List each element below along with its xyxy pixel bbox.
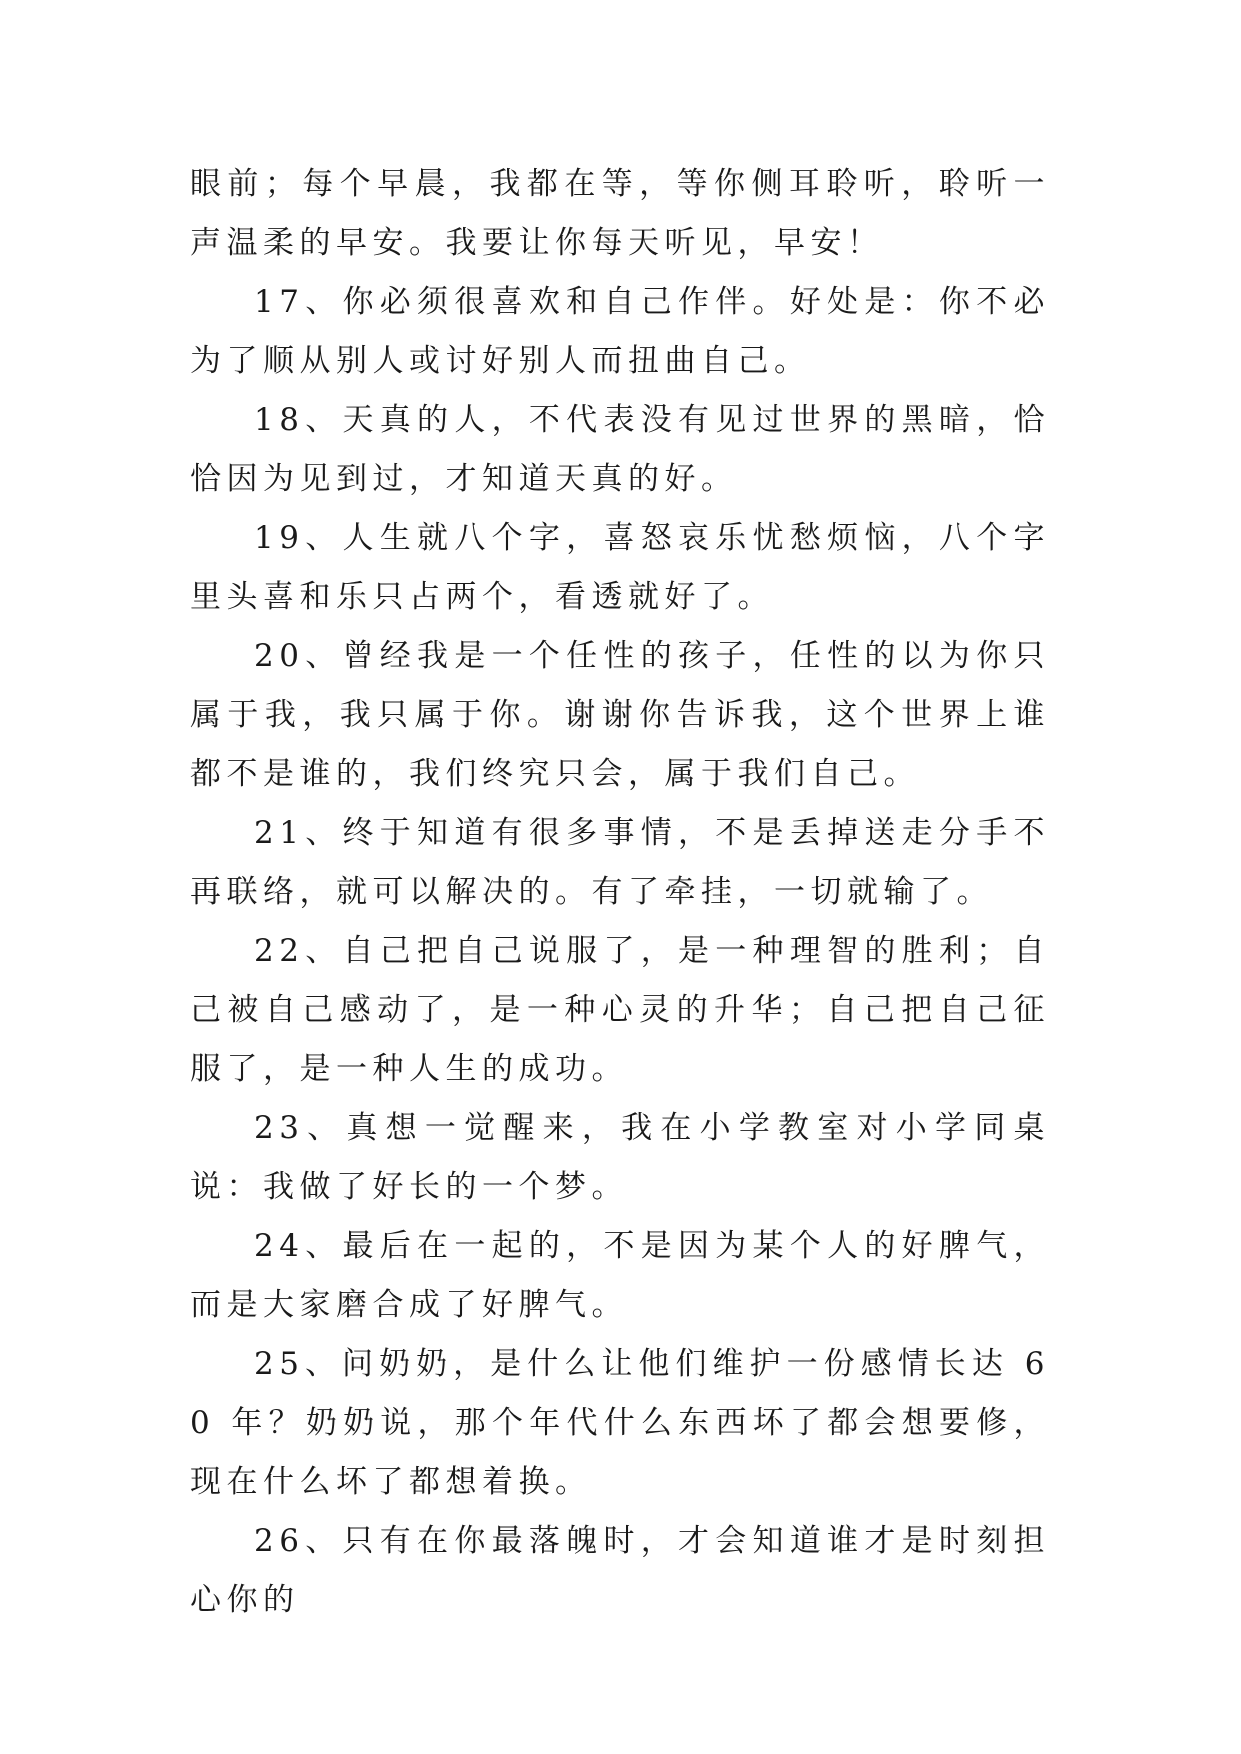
paragraph-17: 17、你必须很喜欢和自己作伴。好处是：你不必为了顺从别人或讨好别人而扭曲自己。 [190,284,1050,379]
paragraph-21: 21、终于知道有很多事情，不是丢掉送走分手不再联络，就可以解决的。有了牵挂，一切就输了。 [190,815,1050,910]
paragraph-18: 18、天真的人，不代表没有见过世界的黑暗，恰恰因为见到过，才知道天真的好。 [190,402,1050,497]
paragraph-19: 19、人生就八个字，喜怒哀乐忧愁烦恼，八个字里头喜和乐只占两个，看透就好了。 [190,520,1050,615]
paragraph-23: 23、真想一觉醒来，我在小学教室对小学同桌说：我做了好长的一个梦。 [190,1110,1050,1205]
paragraph-20: 20、曾经我是一个任性的孩子，任性的以为你只属于我，我只属于你。谢谢你告诉我，这个世界上谁都不是谁的，我们终究只会，属于我们自己。 [190,638,1050,792]
paragraph-22: 22、自己把自己说服了，是一种理智的胜利；自己被自己感动了，是一种心灵的升华；自己把自己征服了，是一种人生的成功。 [190,933,1050,1087]
document-page [190,155,1050,1630]
paragraph-26: 26、只有在你最落魄时，才会知道谁才是时刻担心你的 [190,1523,1050,1618]
paragraph-24: 24、最后在一起的，不是因为某个人的好脾气，而是大家磨合成了好脾气。 [190,1228,1050,1323]
paragraph-25: 25、问奶奶，是什么让他们维护一份感情长达 60 年？奶奶说，那个年代什么东西坏了都会想要修，现在什么坏了都想着换。 [190,1346,1050,1500]
paragraph-16-continued: 眼前；每个早晨，我都在等，等你侧耳聆听，聆听一声温柔的早安。我要让你每天听见，早安！ [190,166,1050,261]
